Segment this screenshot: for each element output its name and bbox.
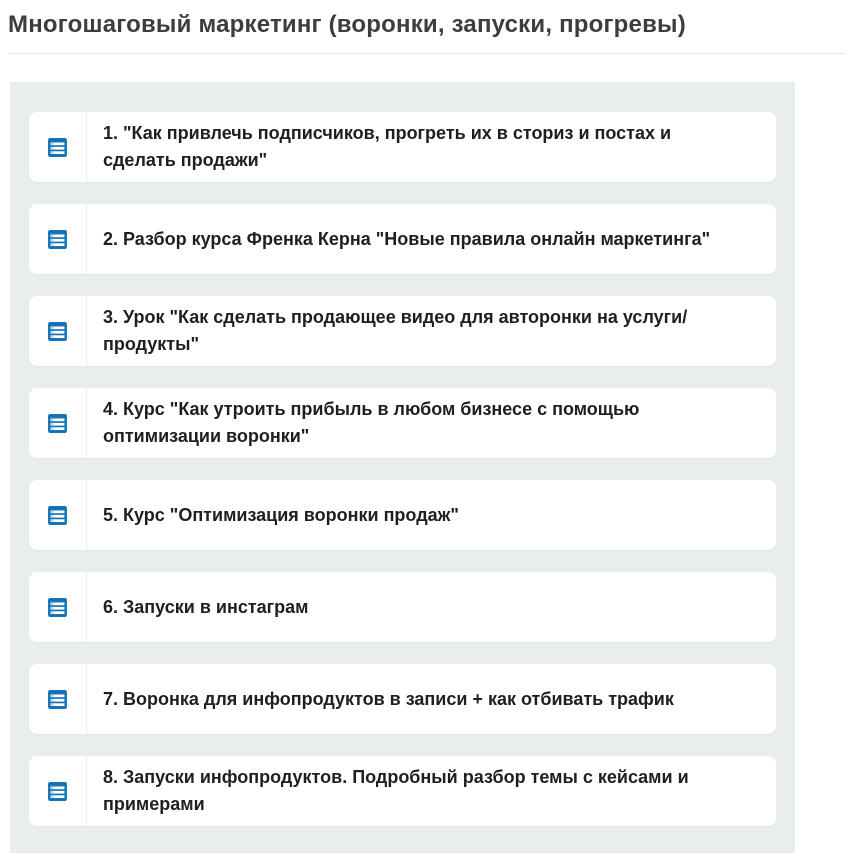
lessons-panel (10, 82, 795, 853)
lesson-icon-cell (29, 572, 87, 642)
lesson-label: 4. Курс "Как утроить прибыль в любом бизнесе с помощью оптимизации воронки" (103, 399, 640, 446)
lesson-label: 1. "Как привлечь подписчиков, прогреть их в сториз и постах и сделать продажи" (103, 123, 672, 170)
document-list-icon (47, 505, 68, 526)
lesson-label: 7. Воронка для инфопродуктов в записи + как отбивать трафик (103, 688, 674, 709)
lesson-icon-cell (29, 388, 87, 458)
lesson-label: 8. Запуски инфопродуктов. Подробный разбор темы с кейсами и примерами (103, 767, 689, 814)
lesson-icon-cell (29, 480, 87, 550)
lesson-list-item[interactable] (29, 572, 776, 642)
lesson-list-item[interactable] (29, 388, 776, 458)
lesson-list-item[interactable] (29, 204, 776, 274)
lesson-list-item[interactable] (29, 664, 776, 734)
page-header (0, 0, 853, 40)
lesson-label: 6. Запуски в инстаграм (103, 596, 309, 617)
document-list-icon (47, 137, 68, 158)
page-title: Многошаговый маркетинг (воронки, запуски, прогревы) (8, 11, 686, 38)
lesson-icon-cell (29, 112, 87, 182)
document-list-icon (47, 597, 68, 618)
document-list-icon (47, 321, 68, 342)
document-list-icon (47, 689, 68, 710)
lesson-list-item[interactable] (29, 112, 776, 182)
lesson-icon-cell (29, 296, 87, 366)
document-list-icon (47, 229, 68, 250)
lesson-list-item[interactable] (29, 756, 776, 826)
lesson-label: 5. Курс "Оптимизация воронки продаж" (103, 504, 459, 525)
title-divider (8, 53, 845, 54)
lesson-icon-cell (29, 204, 87, 274)
document-list-icon (47, 781, 68, 802)
lesson-icon-cell (29, 664, 87, 734)
lesson-label: 2. Разбор курса Френка Керна "Новые правила онлайн маркетинга" (103, 228, 711, 249)
lesson-list-item[interactable] (29, 296, 776, 366)
lesson-icon-cell (29, 756, 87, 826)
document-list-icon (47, 413, 68, 434)
lesson-label: 3. Урок "Как сделать продающее видео для авторонки на услуги/продукты" (103, 307, 688, 354)
lesson-list-item[interactable] (29, 480, 776, 550)
